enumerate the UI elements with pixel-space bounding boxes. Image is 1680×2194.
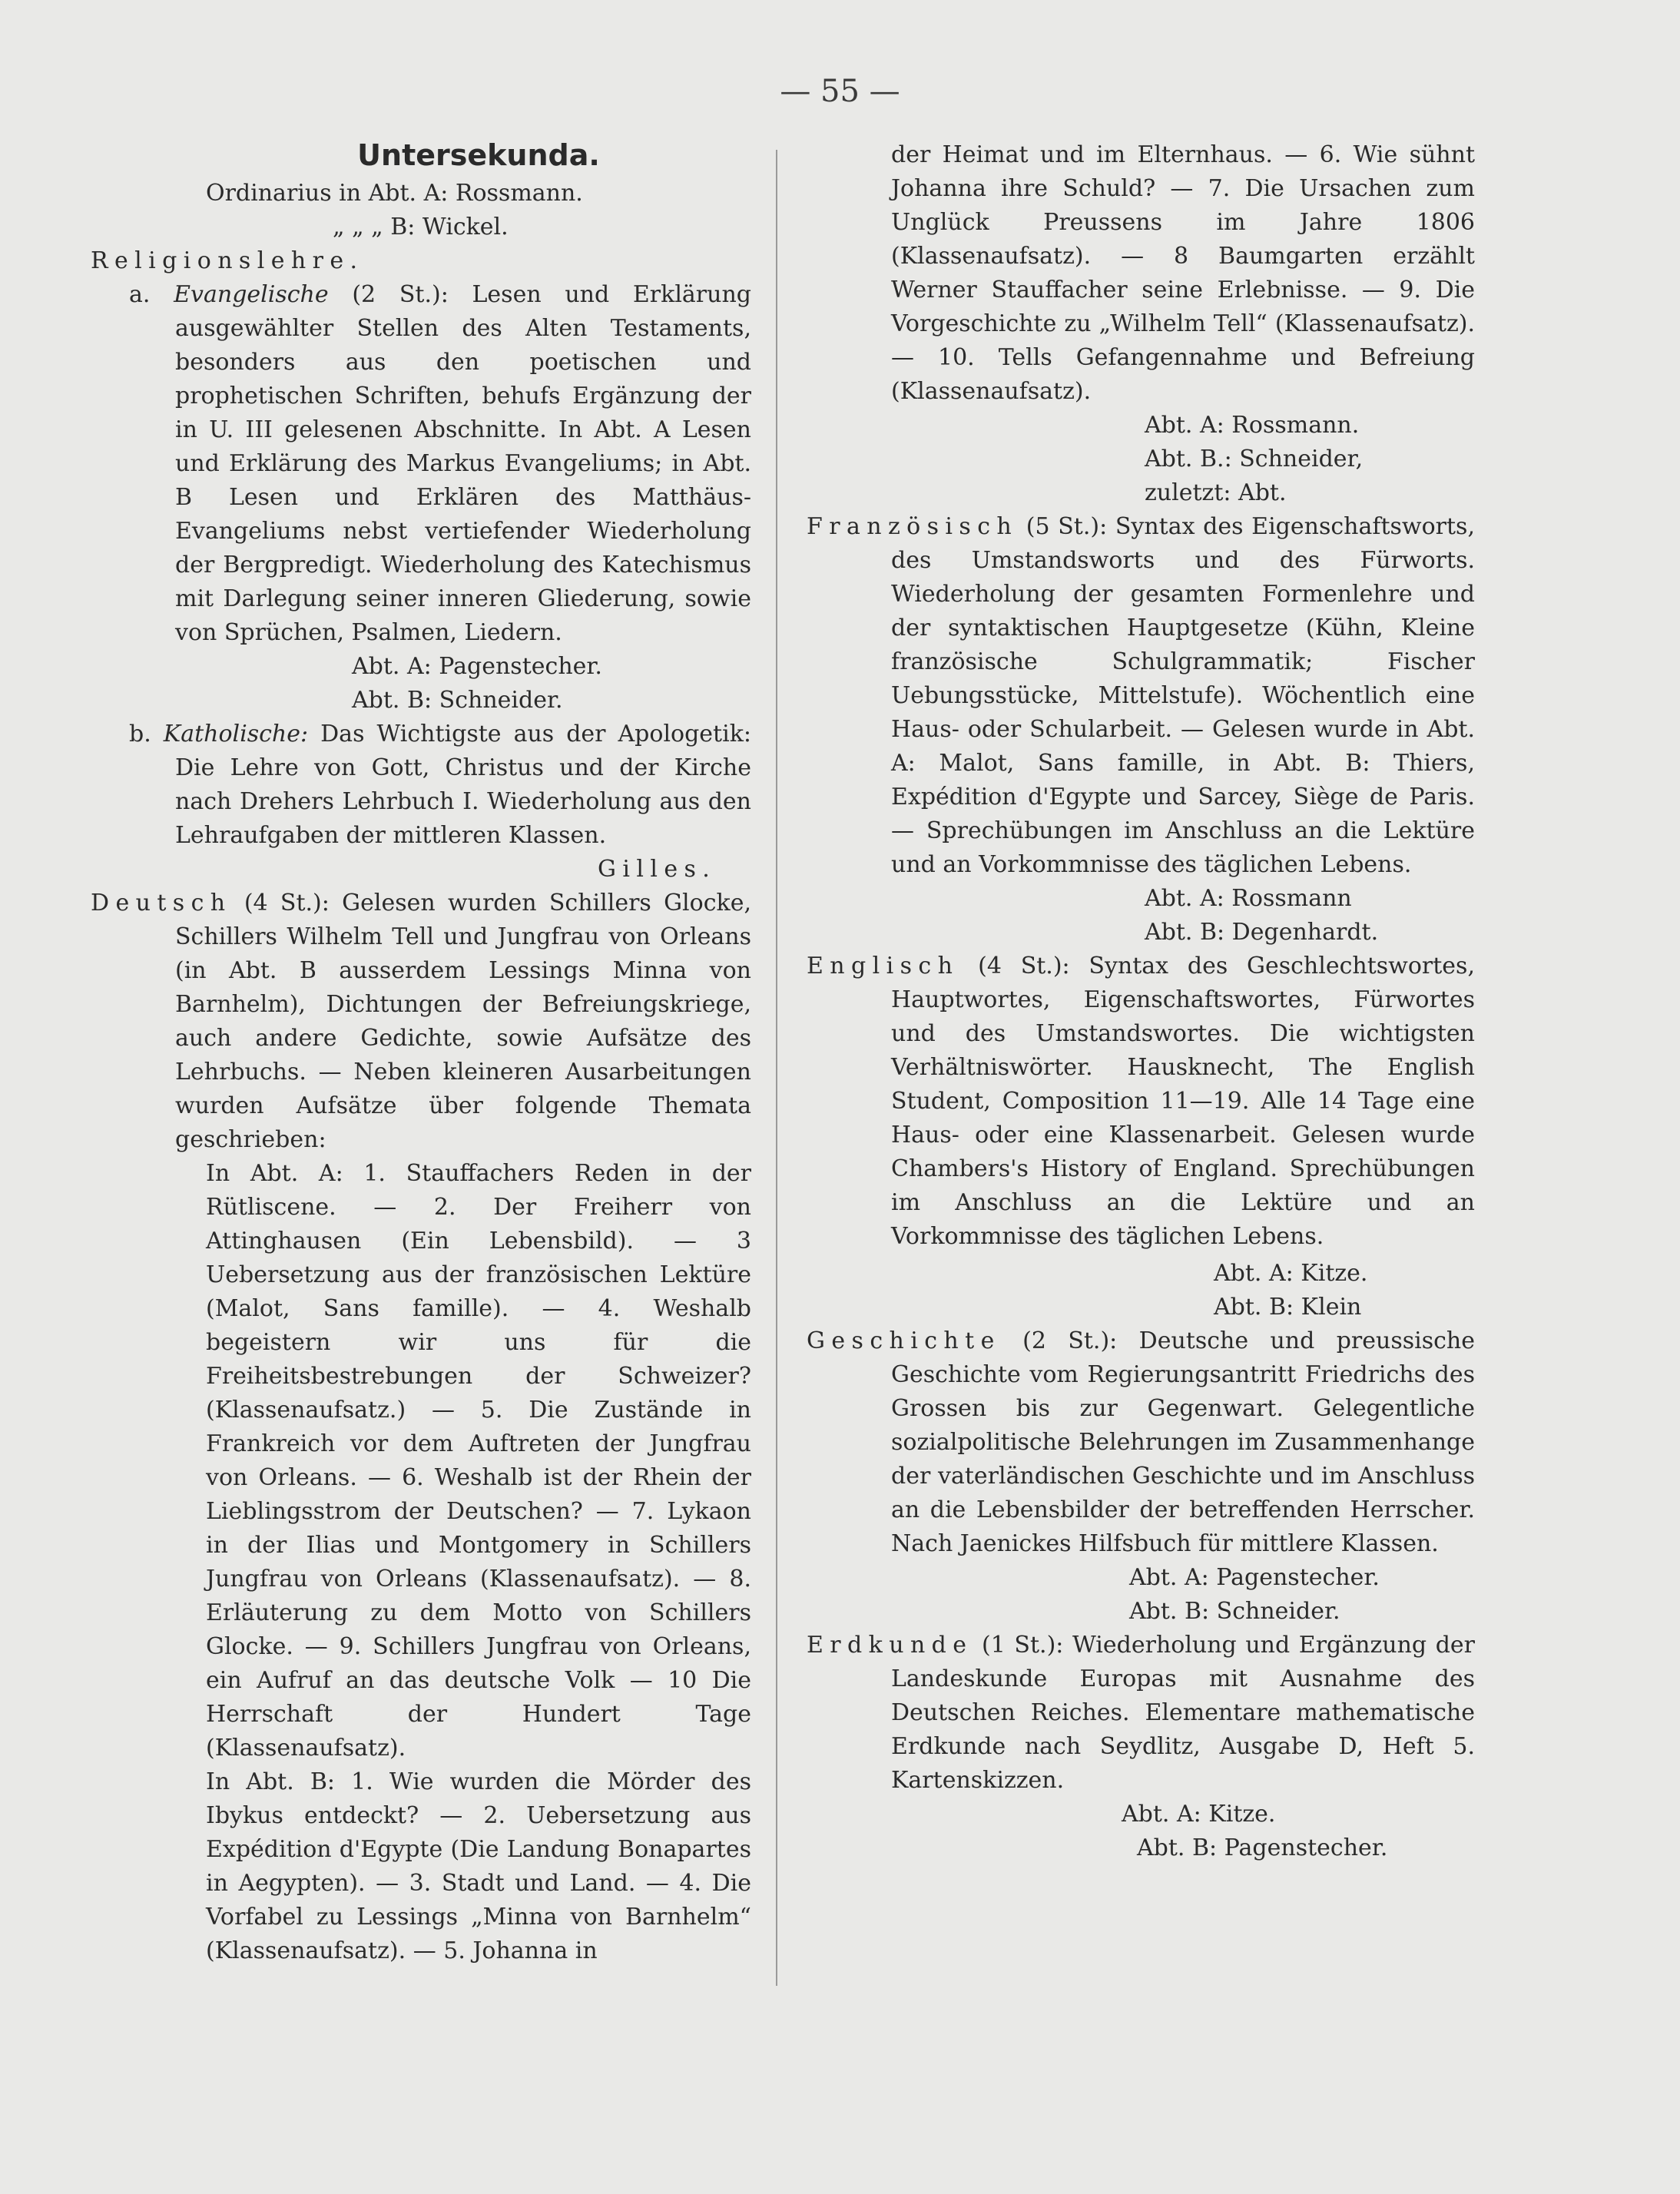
franzoesisch-section (807, 510, 1475, 882)
religion-evangelisch (91, 278, 751, 650)
label-katholisch: Katholische: (163, 721, 309, 747)
column-divider (776, 150, 777, 1986)
geschichte-text: (2 St.): Deutsche und preussische Geschichte vom Regierungsantritt Friedrichs des Grossen bis zur Gegenwart. Gelegentliche sozialpolitische Belehrungen im Zusammenhange der vaterländischen Geschichte und im Anschluss an die Lebensbilder der betreffenden Herrscher. Nach Jaenickes Hilfsbuch für mittlere Klassen. (891, 1327, 1475, 1557)
item-letter-a: a. (129, 281, 151, 308)
teacher-erd-a: Abt. A: Kitze. (1122, 1801, 1276, 1828)
text-evangelisch: (2 St.): Lesen und Erklärung ausgewählter Stellen des Alten Testaments, besonders aus den poetischen und prophetischen Schriften, behufs Ergänzung der in U. III gelesenen Abschnitte. In Abt. A Lesen und Erklärung des Markus Evangeliums; in Abt. B Lesen und Erklären des Matthäus-Evangeliums nebst vertiefender Wiederholung der Bergpredigt. Wiederholung des Katechismus mit Darlegung seiner inneren Gliederung, sowie von Sprüchen, Psalmen, Liedern. (175, 281, 751, 646)
erdkunde-section (807, 1629, 1475, 1798)
deutsch-topics-b: In Abt. B: 1. Wie wurden die Mörder des Ibykus entdeckt? — 2. Uebersetzung aus Expédition d'Egypte (Die Landung Bonapartes in Aegypten). — 3. Stadt und Land. — 4. Die Vorfabel zu Lessings „Minna von Barnhelm“ (Klassenaufsatz). — 5. Johanna in (206, 1768, 751, 1964)
ordinarius-b: „ „ „ B: Wickel. (333, 214, 509, 240)
teacher-rel-a: Abt. A: Pagenstecher. (352, 653, 602, 680)
teacher-deutsch-b: Abt. B.: Schneider, (1145, 446, 1364, 472)
deutsch-topics-a: In Abt. A: 1. Stauffachers Reden in der Rütliscene. — 2. Der Freiherr von Attinghausen (Ein Lebensbild). — 3 Uebersetzung aus der französischen Lektüre (Malot, Sans famille). — 4. Weshalb begeistern wir uns für die Freiheitsbestrebungen der Schweizer? (Klassenaufsatz.) — 5. Die Zustände in Frankreich vor dem Auftreten der Jungfrau von Orleans. — 6. Weshalb ist der Rhein der Lieblingsstrom der Deutschen? — 7. Lykaon in der Ilias und Montgomery in Schillers Jungfrau von Orleans (Klassenaufsatz). — 8. Erläuterung zu dem Motto von Schillers Glocke. — 9. Schillers Jungfrau von Orleans, ein Aufruf an das deutsche Volk — 10 Die Herrschaft der Hundert Tage (Klassenaufsatz). (206, 1160, 751, 1761)
franzoesisch-text: (5 St.): Syntax des Eigenschaftsworts, des Umstandsworts und des Fürworts. Wiederholung der gesamten Formenlehre und der syntaktischen Hauptgesetze (Kühn, Kleine französische Schulgrammatik; Fischer Uebungsstücke, Mittelstufe). Wöchentlich eine Haus- oder Schularbeit. — Gelesen wurde in Abt. A: Malot, Sans famille, in Abt. B: Thiers, Expédition d'Egypte und Sarcey, Siège de Paris. — Sprechübungen im Anschluss an die Lektüre und an Vorkommnisse des täglichen Lebens. (891, 513, 1475, 878)
teacher-engl-b: Abt. B: Klein (1214, 1294, 1362, 1321)
label-evangelisch: Evangelische (174, 281, 329, 308)
teacher-gesch-a: Abt. A: Pagenstecher. (1129, 1564, 1380, 1591)
section-title: Untersekunda. (357, 138, 600, 172)
deutsch-heading: Deutsch (91, 890, 232, 916)
teacher-deutsch-c: zuletzt: Abt. (1145, 479, 1287, 506)
erdkunde-text: (1 St.): Wiederholung und Ergänzung der Landeskunde Europas mit Ausnahme des Deutschen Reiches. Elementare mathematische Erdkunde nach Seydlitz, Ausgabe D, Heft 5. Kartenskizzen. (891, 1632, 1476, 1794)
englisch-heading: Englisch (807, 953, 959, 979)
religion-heading: Religionslehre. (91, 247, 364, 274)
geschichte-section (807, 1324, 1475, 1561)
englisch-text: (4 St.): Syntax des Geschlechtswortes, Hauptwortes, Eigenschaftswortes, Fürwortes und des Umstandswortes. Die wichtigsten Verhältniswörter. Hausknecht, The English Student, Composition 11—19. Alle 14 Tage eine Haus- oder eine Klassenarbeit. Gelesen wurde Chambers's History of England. Sprechübungen im Anschluss an die Lektüre und an Vorkommnisse des täglichen Lebens. (891, 953, 1475, 1250)
teacher-katholisch: Gilles. (598, 856, 717, 883)
item-letter-b: b. (129, 721, 151, 747)
left-column (91, 138, 751, 1968)
page-number: — 55 — (780, 74, 900, 109)
religion-katholisch (91, 718, 751, 853)
text-katholisch: Das Wichtigste aus der Apologetik: Die Lehre von Gott, Christus und der Kirche nach Drehers Lehrbuch I. Wiederholung aus den Lehraufgaben der mittleren Klassen. (175, 721, 751, 849)
teacher-engl-a: Abt. A: Kitze. (1214, 1260, 1368, 1287)
englisch-section (807, 950, 1475, 1254)
franzoesisch-heading: Französisch (807, 513, 1019, 540)
ordinarius-a: Ordinarius in Abt. A: Rossmann. (206, 180, 583, 207)
teacher-erd-b: Abt. B: Pagenstecher. (1137, 1834, 1388, 1861)
geschichte-heading: Geschichte (807, 1327, 1001, 1354)
teacher-franz-a: Abt. A: Rossmann (1145, 885, 1352, 912)
teacher-rel-b: Abt. B: Schneider. (352, 687, 563, 714)
deutsch-text: (4 St.): Gelesen wurden Schillers Glocke, Schillers Wilhelm Tell und Jungfrau von Orleans (in Abt. B ausserdem Lessings Minna von Barnhelm), Dichtungen der Befreiungskriege, auch andere Gedichte, sowie Aufsätze des Lehrbuchs. — Neben kleineren Ausarbeitungen wurden Aufsätze über folgende Themata geschrieben: (175, 890, 751, 1153)
deutsch-continuation: der Heimat und im Elternhaus. — 6. Wie sühnt Johanna ihre Schuld? — 7. Die Ursachen zum Unglück Preussens im Jahre 1806 (Klassenaufsatz). — 8 Baumgarten erzählt Werner Stauffacher seine Erlebnisse. — 9. Die Vorgeschichte zu „Wilhelm Tell“ (Klassenaufsatz). — 10. Tells Gefangennahme und Befreiung (Klassenaufsatz). (891, 141, 1475, 405)
teacher-gesch-b: Abt. B: Schneider. (1129, 1598, 1340, 1625)
teacher-deutsch-a: Abt. A: Rossmann. (1145, 412, 1360, 439)
teacher-franz-b: Abt. B: Degenhardt. (1145, 919, 1379, 946)
erdkunde-heading: Erdkunde (807, 1632, 973, 1659)
right-column (807, 138, 1475, 1865)
deutsch-section (91, 887, 751, 1157)
